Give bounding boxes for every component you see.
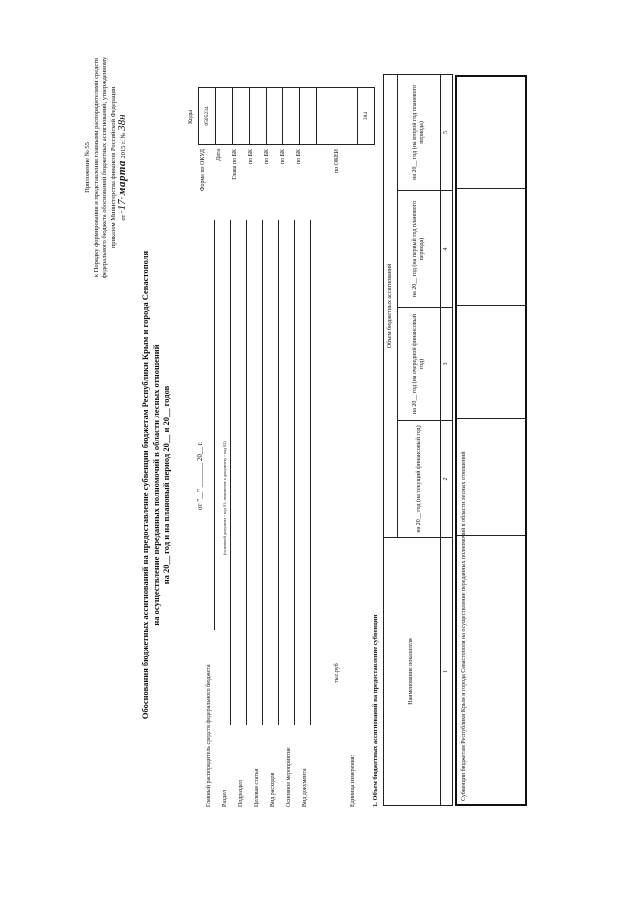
order-prefix: от " bbox=[120, 210, 128, 221]
col-number-4: 4 bbox=[440, 191, 452, 308]
subsidy-plan-year-2-cell[interactable] bbox=[457, 73, 525, 189]
code-okei: 384 bbox=[358, 88, 375, 145]
document-type-note: (основной документ - код 01; изменение к документу - код 02) bbox=[222, 441, 227, 555]
header-plan-year-2: на 20__ год (на второй год планового периода) bbox=[398, 74, 441, 190]
header-budget-volume: Объем бюджетных ассигнований bbox=[384, 74, 398, 537]
order-day: 17 bbox=[116, 199, 129, 211]
field-line-target-article[interactable] bbox=[262, 220, 263, 725]
appendix-label: Приложение № 55 bbox=[84, 142, 91, 193]
code-target[interactable] bbox=[283, 88, 300, 145]
field-line-main-manager[interactable] bbox=[214, 220, 215, 630]
code-label-okud: Форма по ОКУД bbox=[200, 149, 206, 192]
appendix-line-2: федерального бюджета обоснований бюджетных ассигнований, утвержденному bbox=[101, 56, 109, 279]
col-number-2: 2 bbox=[440, 421, 452, 538]
code-chapter[interactable] bbox=[232, 88, 249, 145]
field-line-document-type[interactable] bbox=[310, 220, 311, 725]
document-title bbox=[140, 175, 172, 795]
col-number-3: 3 bbox=[440, 308, 452, 421]
code-label-bk-3: по БК bbox=[280, 149, 286, 165]
header-current-year: на 20__ год (на текущий финансовый год) bbox=[398, 421, 441, 538]
field-label-main-manager: Главный распорядитель средств федерального бюджета bbox=[206, 664, 212, 807]
col-number-1: 1 bbox=[440, 538, 452, 806]
header-plan-year-1: на 20__ год (на первый год планового периода) bbox=[398, 191, 441, 308]
code-subsection[interactable] bbox=[266, 88, 283, 145]
code-section[interactable] bbox=[249, 88, 266, 145]
budget-table bbox=[383, 74, 453, 806]
field-line-section[interactable] bbox=[230, 220, 231, 725]
order-year: 2015 г. № bbox=[120, 132, 128, 159]
field-label-document-type: Вид документа bbox=[302, 768, 308, 807]
document-date: от "__" _______ 20__ г. bbox=[196, 441, 204, 510]
field-line-main-activity[interactable] bbox=[294, 220, 295, 725]
code-okud: 0505234 bbox=[199, 88, 216, 145]
order-reference bbox=[118, 40, 129, 295]
order-month: марта bbox=[116, 160, 129, 196]
field-label-main-activity: Основное мероприятие bbox=[286, 747, 292, 807]
title-line-1: Обоснования бюджетных ассигнований на предоставление субвенции бюджетам Республики Крым и города Севастополя bbox=[140, 250, 150, 720]
field-label-section: Раздел bbox=[222, 790, 228, 807]
header-next-year: на 20__ год (на очередной финансовый год) bbox=[398, 308, 441, 421]
subsidy-row bbox=[455, 75, 527, 806]
title-line-3: на 20__ год и на плановый период 20__ и 20__ годов bbox=[161, 385, 171, 585]
unit-value: тыс.руб bbox=[334, 663, 340, 683]
order-quote: " bbox=[120, 196, 128, 200]
section-1-title: 1. Объем бюджетных ассигнований на предоставление субвенции bbox=[372, 614, 379, 807]
col-number-5: 5 bbox=[440, 74, 452, 190]
code-label-bk-4: по БК bbox=[296, 149, 302, 165]
field-line-expense-type[interactable] bbox=[278, 220, 279, 725]
code-expense[interactable] bbox=[300, 88, 317, 145]
subsidy-row-label: Субвенции бюджетам Республики Крым и города Севастополя на осуществление переданных полномочий в области лесных отношений bbox=[461, 451, 467, 801]
header-indicator-name: Наименование показателя bbox=[384, 538, 441, 806]
appendix-line-3: приказом Министерства финансов Российской Федерации bbox=[109, 86, 117, 249]
field-label-expense-type: Вид расходов bbox=[270, 772, 276, 807]
subsidy-plan-year-1-cell[interactable] bbox=[457, 189, 525, 306]
field-label-target-article: Целевая статья bbox=[254, 768, 260, 807]
codes-header: Коды bbox=[187, 109, 194, 125]
codes-table bbox=[198, 87, 375, 145]
appendix-line-1: к Порядку формирования и представления главными распорядителями средств bbox=[92, 57, 100, 278]
title-line-2: на осуществление переданных полномочий в области лесных отношений bbox=[150, 344, 161, 626]
field-label-subsection: Подраздел bbox=[238, 780, 244, 807]
order-number: 38н bbox=[116, 114, 129, 131]
code-date[interactable] bbox=[215, 88, 232, 145]
code-label-date: Дата bbox=[216, 149, 222, 161]
unit-label: Единица измерения: bbox=[350, 754, 356, 807]
code-label-okei: по ОКЕИ bbox=[334, 149, 340, 174]
code-label-chapter: Глава по БК bbox=[232, 149, 238, 180]
code-label-bk-1: по БК bbox=[248, 149, 254, 165]
code-blank[interactable] bbox=[317, 88, 358, 145]
appendix-block bbox=[84, 40, 129, 295]
code-label-bk-2: по БК bbox=[264, 149, 270, 165]
field-line-subsection[interactable] bbox=[246, 220, 247, 725]
